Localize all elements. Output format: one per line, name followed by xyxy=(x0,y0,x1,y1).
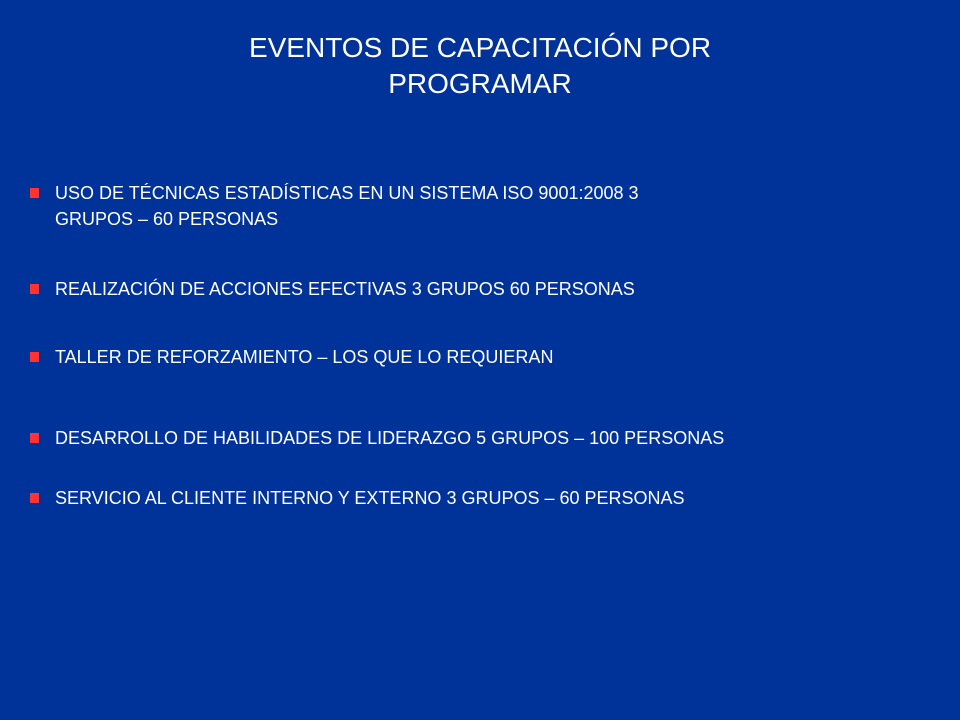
bullet-text xyxy=(55,180,955,232)
bullet-square-icon xyxy=(30,188,39,198)
bullet-item-reinforcement-workshop xyxy=(30,344,955,370)
bullet-text-line-1: SERVICIO AL CLIENTE INTERNO Y EXTERNO 3 GRUPOS – 60 PERSONAS xyxy=(55,488,685,508)
bullet-text-line-2: GRUPOS – 60 PERSONAS xyxy=(55,209,279,229)
bullet-text xyxy=(55,276,955,302)
bullet-square-icon xyxy=(30,493,39,503)
bullet-item-leadership-skills xyxy=(30,425,955,451)
bullet-text xyxy=(55,344,955,370)
bullet-square-icon xyxy=(30,433,39,443)
slide-title xyxy=(120,30,840,102)
bullet-item-effective-actions xyxy=(30,276,955,302)
bullet-text xyxy=(55,425,955,451)
bullet-text-line-1: REALIZACIÓN DE ACCIONES EFECTIVAS 3 GRUPOS 60 PERSONAS xyxy=(55,279,635,299)
bullet-text-line-1: DESARROLLO DE HABILIDADES DE LIDERAZGO 5 GRUPOS – 100 PERSONAS xyxy=(55,428,725,448)
bullet-square-icon xyxy=(30,352,39,362)
bullet-text-line-1: TALLER DE REFORZAMIENTO – LOS QUE LO REQUIERAN xyxy=(55,347,554,367)
bullet-text-line-1: USO DE TÉCNICAS ESTADÍSTICAS EN UN SISTEMA ISO 9001:2008 3 xyxy=(55,183,639,203)
slide-title-line-2: PROGRAMAR xyxy=(388,68,572,99)
slide-title-line-1: EVENTOS DE CAPACITACIÓN POR xyxy=(248,32,712,63)
bullet-square-icon xyxy=(30,284,39,294)
bullet-text xyxy=(55,485,955,511)
bullet-item-statistical-techniques xyxy=(30,180,955,232)
bullet-item-customer-service xyxy=(30,485,955,511)
